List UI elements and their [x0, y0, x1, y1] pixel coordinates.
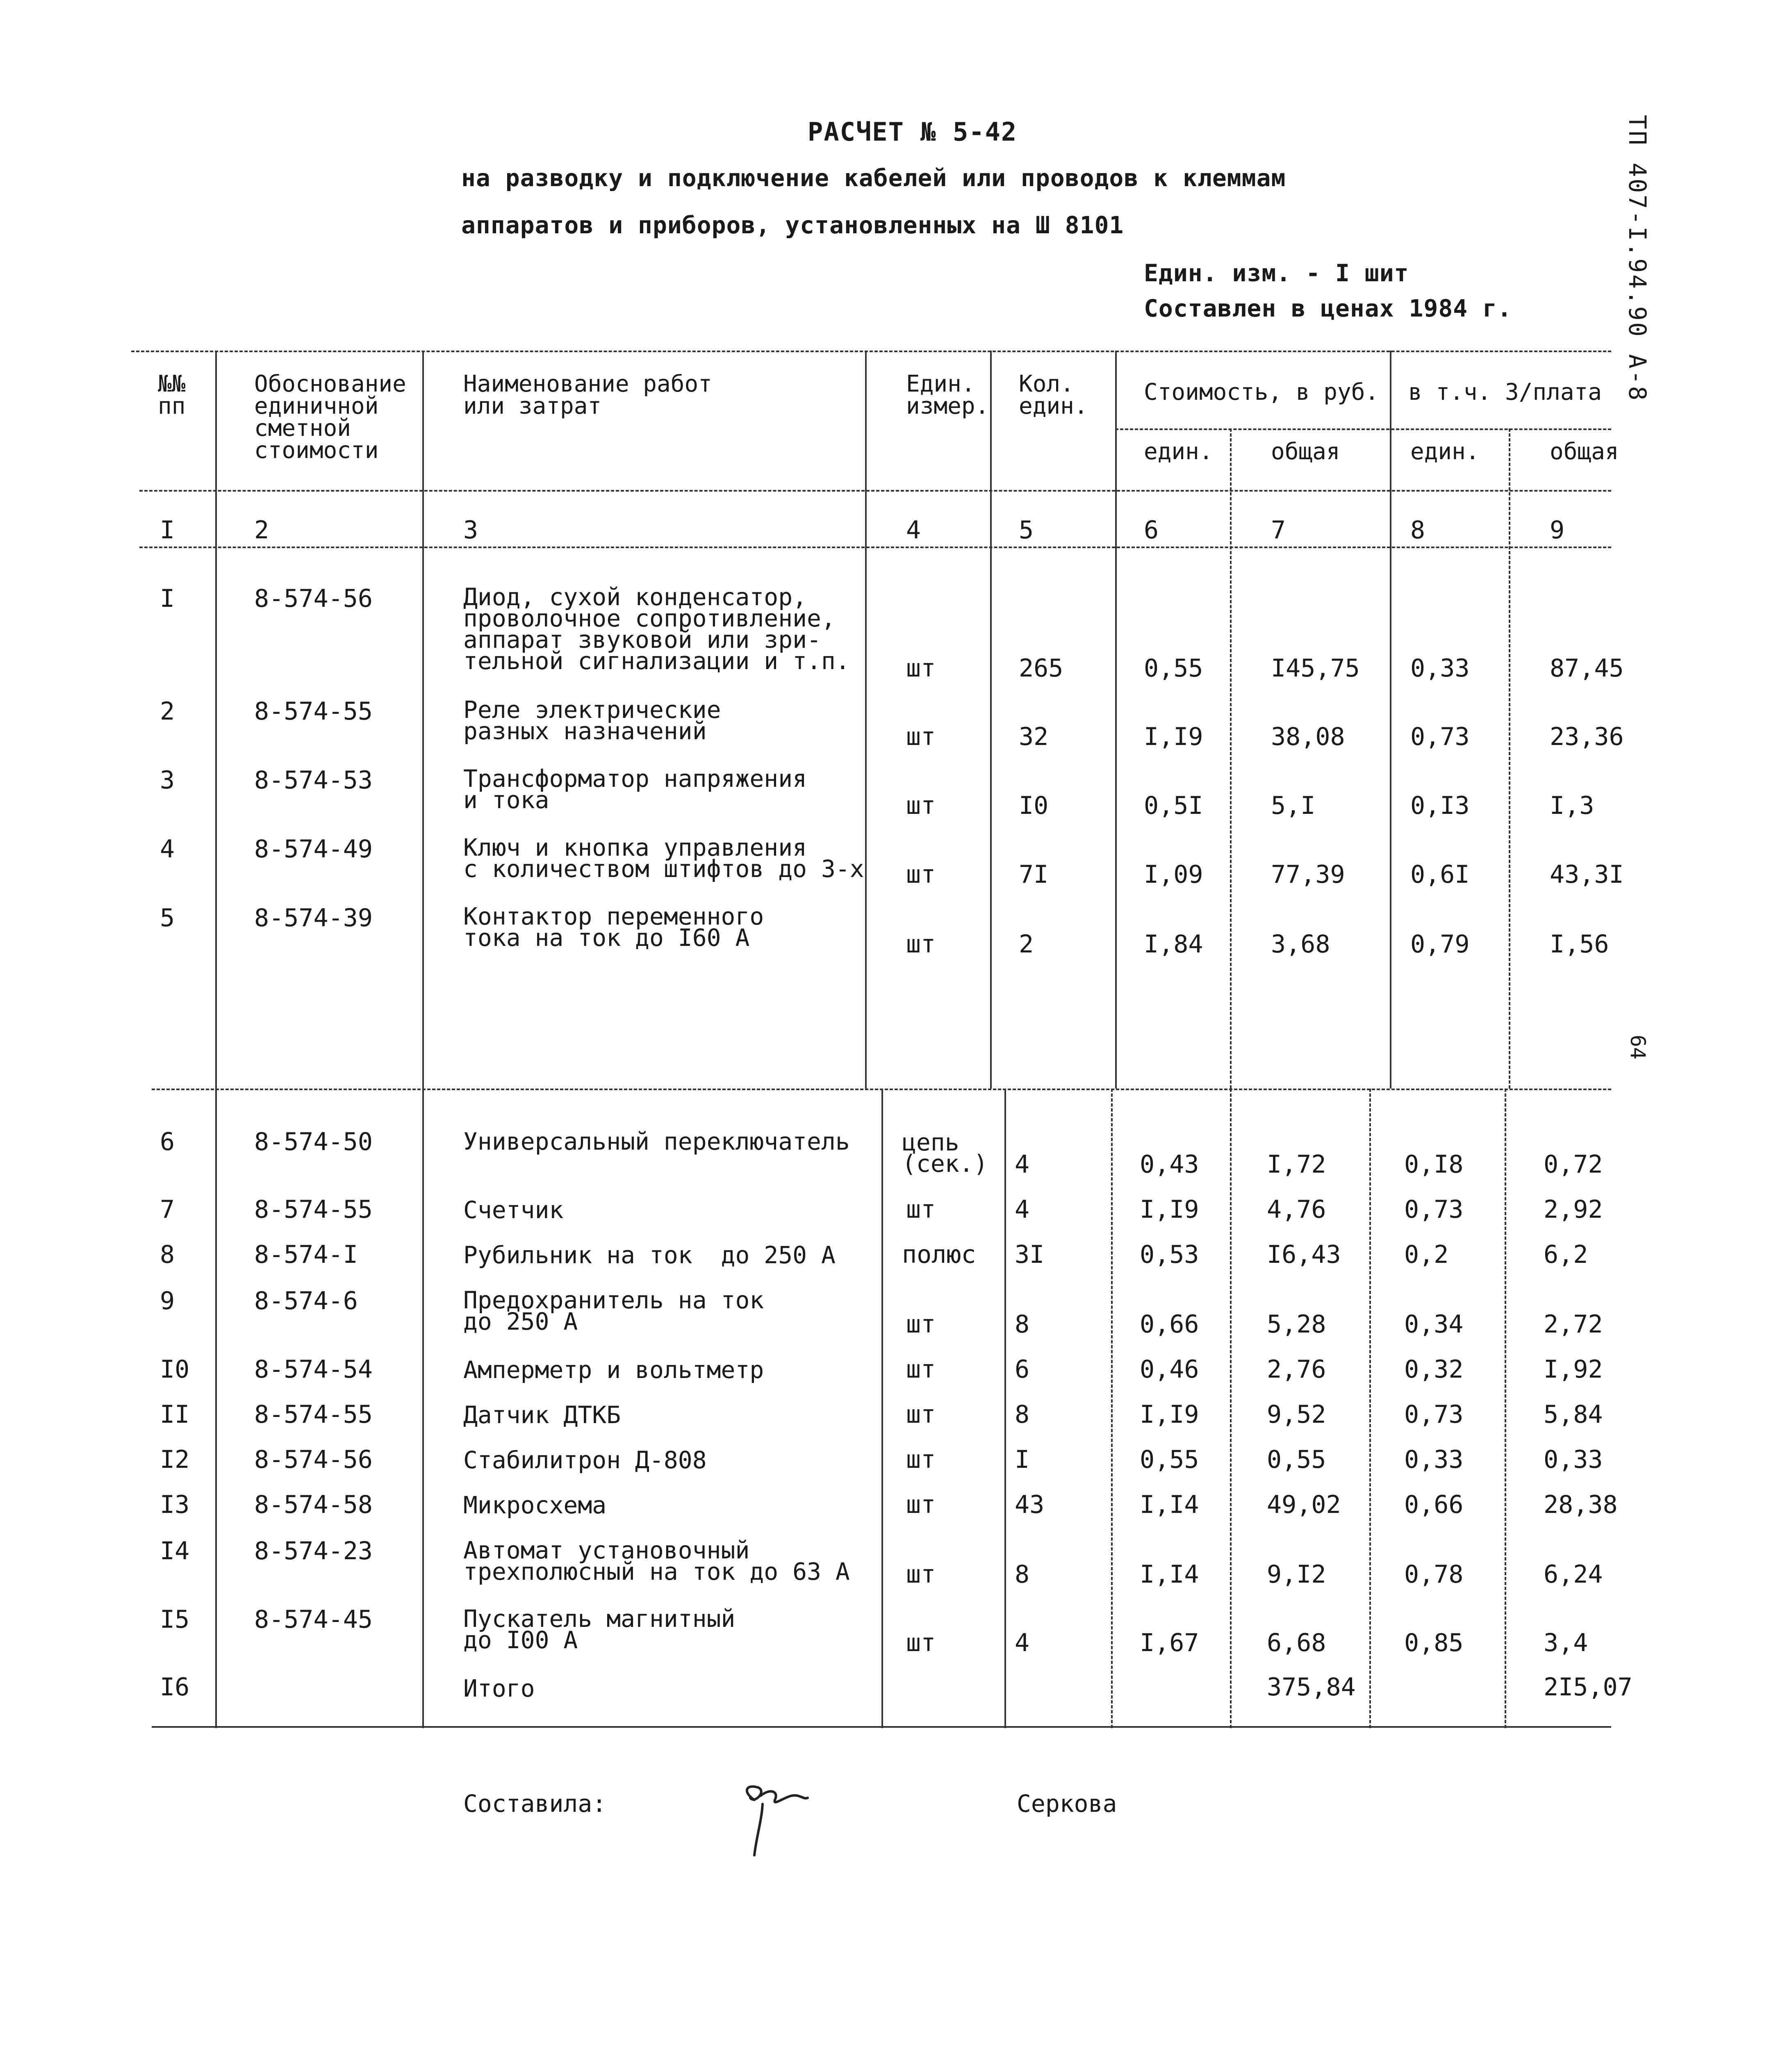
row-number: I6 — [160, 1673, 190, 1702]
row-cost-unit: I,09 — [1144, 860, 1203, 889]
row-name: Итого — [463, 1674, 535, 1702]
row-cost-total: 4,76 — [1267, 1195, 1326, 1224]
row-unit: шт — [906, 1445, 936, 1474]
row-name: Универсальный переключатель — [463, 1128, 850, 1155]
row-wage-unit: 0,79 — [1410, 930, 1470, 959]
header-unit: Един. измер. — [906, 371, 989, 419]
row-wage-total: 2I5,07 — [1544, 1673, 1633, 1702]
row-code: 8-574-6 — [254, 1287, 358, 1315]
row-qty: I0 — [1019, 791, 1049, 820]
row-cost-unit: I,I9 — [1140, 1195, 1199, 1224]
row-cost-total: I,72 — [1267, 1150, 1326, 1179]
row-wage-unit: 0,I8 — [1404, 1150, 1464, 1179]
row-cost-total: I6,43 — [1267, 1240, 1341, 1269]
row-wage-total: 6,24 — [1544, 1560, 1603, 1589]
row-unit: шт — [906, 791, 936, 820]
document-title: РАСЧЕТ № 5-42 — [808, 117, 1018, 147]
row-name: Предохранитель на ток до 250 А — [463, 1286, 764, 1335]
signature-image — [738, 1775, 812, 1857]
row-qty: 8 — [1015, 1400, 1030, 1429]
row-code: 8-574-55 — [254, 697, 373, 726]
row-qty: 3I — [1015, 1240, 1045, 1269]
column-number-1: I — [160, 516, 175, 544]
row-cost-unit: I,I9 — [1144, 722, 1203, 751]
row-cost-total: 6,68 — [1267, 1629, 1326, 1657]
row-wage-total: 28,38 — [1544, 1490, 1618, 1519]
row-qty: 8 — [1015, 1560, 1030, 1589]
row-unit: шт — [906, 1400, 936, 1429]
row-cost-unit: 0,55 — [1140, 1445, 1199, 1474]
row-name: Датчик ДТКБ — [463, 1401, 621, 1429]
row-qty: 6 — [1015, 1355, 1030, 1384]
row-cost-unit: 0,5I — [1144, 791, 1203, 820]
price-basis: Составлен в ценах 1984 г. — [1144, 294, 1512, 322]
row-code: 8-574-50 — [254, 1128, 373, 1156]
column-number-6: 6 — [1144, 516, 1159, 544]
row-wage-unit: 0,73 — [1404, 1400, 1464, 1429]
column-number-8: 8 — [1410, 516, 1425, 544]
row-number: I0 — [160, 1355, 190, 1384]
row-cost-total: 77,39 — [1271, 860, 1345, 889]
row-cost-unit: I,67 — [1140, 1629, 1199, 1657]
row-cost-total: 38,08 — [1271, 722, 1345, 751]
row-qty: 8 — [1015, 1310, 1030, 1339]
row-qty: 2 — [1019, 930, 1034, 959]
row-cost-total: 3,68 — [1271, 930, 1330, 959]
row-wage-total: 3,4 — [1544, 1629, 1588, 1657]
row-code: 8-574-56 — [254, 584, 373, 613]
row-wage-unit: 0,33 — [1410, 654, 1470, 683]
row-wage-unit: 0,32 — [1404, 1355, 1464, 1384]
row-cost-unit: I,I4 — [1140, 1490, 1199, 1519]
row-wage-total: 87,45 — [1550, 654, 1624, 683]
row-unit: шт — [906, 1490, 936, 1519]
row-wage-unit: 0,66 — [1404, 1490, 1464, 1519]
side-document-code: ТП 407-I.94.90 А-8 — [1624, 115, 1651, 402]
row-name: Трансформатор напряжения и тока — [463, 765, 807, 814]
header-wage-total: общая — [1550, 438, 1619, 465]
row-qty: 4 — [1015, 1195, 1030, 1224]
row-wage-unit: 0,73 — [1404, 1195, 1464, 1224]
row-wage-unit: 0,85 — [1404, 1629, 1464, 1657]
row-unit: шт — [906, 930, 936, 959]
document-subtitle-line1: на разводку и подключение кабелей или проводов к клеммам — [461, 164, 1286, 192]
row-number: 2 — [160, 697, 175, 726]
row-cost-total: I45,75 — [1271, 654, 1360, 683]
row-wage-total: 23,36 — [1550, 722, 1624, 751]
row-unit: шт — [906, 860, 936, 889]
row-code: 8-574-45 — [254, 1605, 373, 1634]
row-code: 8-574-54 — [254, 1355, 373, 1384]
row-wage-total: I,56 — [1550, 930, 1609, 959]
row-code: 8-574-I — [254, 1240, 358, 1269]
row-code: 8-574-55 — [254, 1400, 373, 1429]
column-number-9: 9 — [1550, 516, 1565, 544]
row-cost-unit: 0,55 — [1144, 654, 1203, 683]
row-wage-unit: 0,73 — [1410, 722, 1470, 751]
header-cost-unit: един. — [1144, 438, 1213, 465]
row-name: Рубильник на ток до 250 А — [463, 1241, 836, 1269]
row-cost-unit: 0,46 — [1140, 1355, 1199, 1384]
composer-name: Серкова — [1017, 1790, 1117, 1818]
row-qty: 7I — [1019, 860, 1049, 889]
row-unit: шт — [906, 1310, 936, 1339]
row-number: 7 — [160, 1195, 175, 1224]
row-wage-total: 5,84 — [1544, 1400, 1603, 1429]
column-number-7: 7 — [1271, 516, 1286, 544]
row-cost-unit: 0,43 — [1140, 1150, 1199, 1179]
row-name: Счетчик — [463, 1196, 564, 1224]
row-wage-total: 6,2 — [1544, 1240, 1588, 1269]
row-cost-unit: I,84 — [1144, 930, 1203, 959]
row-name: Стабилитрон Д-808 — [463, 1446, 707, 1474]
row-wage-total: 2,92 — [1544, 1195, 1603, 1224]
composed-by-label: Составила: — [463, 1790, 607, 1818]
row-wage-unit: 0,6I — [1410, 860, 1470, 889]
header-cost-total: общая — [1271, 438, 1340, 465]
column-number-4: 4 — [906, 516, 921, 544]
row-name: Контактор переменного тока на ток до I60 А — [463, 902, 764, 952]
column-number-3: 3 — [463, 516, 478, 544]
row-cost-total: 375,84 — [1267, 1673, 1356, 1702]
row-wage-unit: 0,2 — [1404, 1240, 1449, 1269]
row-number: II — [160, 1400, 190, 1429]
row-wage-total: I,3 — [1550, 791, 1594, 820]
header-work-name: Наименование работ или затрат — [463, 371, 712, 419]
header-cost-group: Стоимость, в руб. — [1144, 379, 1379, 405]
row-wage-unit: 0,33 — [1404, 1445, 1464, 1474]
row-unit: шт — [906, 1629, 936, 1657]
header-row-number: №№ пп — [158, 371, 186, 419]
row-wage-total: 2,72 — [1544, 1310, 1603, 1339]
row-number: I4 — [160, 1537, 190, 1565]
column-number-2: 2 — [254, 516, 269, 544]
row-unit: цепь (сек.) — [902, 1128, 988, 1178]
row-cost-total: 49,02 — [1267, 1490, 1341, 1519]
row-name: Пускатель магнитный до I00 А — [463, 1605, 735, 1654]
row-code: 8-574-53 — [254, 766, 373, 795]
row-qty: I — [1015, 1445, 1030, 1474]
column-number-5: 5 — [1019, 516, 1034, 544]
row-name: Диод, сухой конденсатор, проволочное сопротивление, аппарат звуковой или зри- тельной сигнализации и т.п. — [463, 583, 850, 675]
row-number: I — [160, 584, 175, 613]
header-quantity: Кол. един. — [1019, 371, 1088, 419]
row-qty: 4 — [1015, 1629, 1030, 1657]
page-number: 64 — [1626, 1034, 1650, 1060]
row-unit: шт — [906, 722, 936, 751]
row-code: 8-574-49 — [254, 835, 373, 863]
row-number: I3 — [160, 1490, 190, 1519]
row-number: 6 — [160, 1128, 175, 1156]
row-cost-total: 5,28 — [1267, 1310, 1326, 1339]
header-justification: Обоснование единичной сметной стоимости — [254, 371, 406, 464]
row-code: 8-574-23 — [254, 1537, 373, 1565]
row-cost-unit: 0,66 — [1140, 1310, 1199, 1339]
header-wage-group: в т.ч. З/плата — [1408, 379, 1602, 405]
row-qty: 43 — [1015, 1490, 1045, 1519]
row-cost-total: 9,I2 — [1267, 1560, 1326, 1589]
row-wage-unit: 0,78 — [1404, 1560, 1464, 1589]
row-number: 4 — [160, 835, 175, 863]
row-number: 9 — [160, 1287, 175, 1315]
row-wage-total: 43,3I — [1550, 860, 1624, 889]
row-number: 8 — [160, 1240, 175, 1269]
row-cost-unit: I,I9 — [1140, 1400, 1199, 1429]
row-code: 8-574-58 — [254, 1490, 373, 1519]
row-unit: шт — [906, 654, 936, 683]
row-cost-total: 0,55 — [1267, 1445, 1326, 1474]
row-unit: шт — [906, 1355, 936, 1384]
row-name: Реле электрические разных назначений — [463, 696, 721, 745]
row-unit: полюс — [902, 1240, 976, 1269]
row-number: 3 — [160, 766, 175, 795]
row-wage-total: 0,72 — [1544, 1150, 1603, 1179]
row-code: 8-574-55 — [254, 1195, 373, 1224]
row-wage-total: 0,33 — [1544, 1445, 1603, 1474]
row-number: 5 — [160, 904, 175, 932]
row-cost-total: 5,I — [1271, 791, 1316, 820]
row-name: Микросхема — [463, 1491, 607, 1519]
row-unit: шт — [906, 1195, 936, 1224]
row-name: Автомат установочный трехполюсный на ток до 63 А — [463, 1536, 850, 1585]
row-qty: 32 — [1019, 722, 1049, 751]
row-code: 8-574-39 — [254, 904, 373, 932]
row-unit: шт — [906, 1560, 936, 1589]
header-wage-unit: един. — [1410, 438, 1480, 465]
row-cost-unit: I,I4 — [1140, 1560, 1199, 1589]
unit-of-measure: Един. изм. - I шит — [1144, 259, 1409, 287]
row-qty: 4 — [1015, 1150, 1030, 1179]
row-qty: 265 — [1019, 654, 1063, 683]
row-number: I2 — [160, 1445, 190, 1474]
row-wage-unit: 0,I3 — [1410, 791, 1470, 820]
row-wage-total: I,92 — [1544, 1355, 1603, 1384]
row-wage-unit: 0,34 — [1404, 1310, 1464, 1339]
row-code: 8-574-56 — [254, 1445, 373, 1474]
row-cost-total: 9,52 — [1267, 1400, 1326, 1429]
row-cost-total: 2,76 — [1267, 1355, 1326, 1384]
row-cost-unit: 0,53 — [1140, 1240, 1199, 1269]
document-subtitle-line2: аппаратов и приборов, установленных на Ш 8101 — [461, 211, 1124, 239]
row-number: I5 — [160, 1605, 190, 1634]
row-name: Ключ и кнопка управления с количеством штифтов до 3-х — [463, 834, 864, 883]
row-name: Амперметр и вольтметр — [463, 1356, 764, 1384]
